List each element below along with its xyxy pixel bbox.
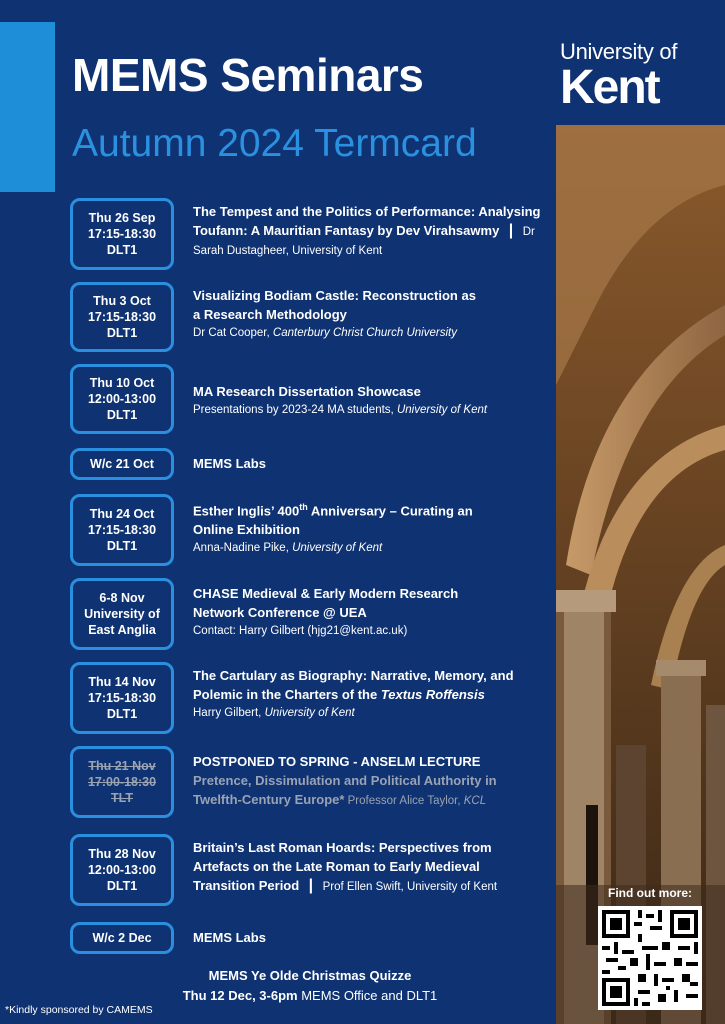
event-date-line: Thu 3 Oct	[93, 294, 151, 308]
event-date-line: Thu 28 Nov	[88, 847, 156, 861]
event-institution: University of Kent	[264, 707, 355, 719]
event-date-line: Thu 26 Sep	[88, 211, 156, 225]
event-notice: POSTPONED TO SPRING - ANSELM LECTURE	[193, 754, 481, 769]
event-title-italic: Textus Roffensis	[380, 687, 485, 702]
event-text	[193, 928, 553, 947]
event-speaker: Professor Alice Taylor,	[344, 795, 464, 807]
event-institution: University of Kent	[292, 245, 383, 257]
event-text	[193, 752, 523, 809]
event-speaker: Dr Sarah Dustagheer,	[193, 226, 535, 257]
event-institution: University of Kent	[292, 542, 383, 555]
event-date-box	[70, 494, 174, 566]
event-title: CHASE Medieval & Early Modern Research Network Conference @ UEA	[193, 586, 459, 620]
event-title: MEMS Labs	[193, 930, 266, 945]
quiz-location: MEMS Office and DLT1	[297, 988, 438, 1003]
event-date-line: TLT	[111, 791, 133, 805]
event-date-box	[70, 922, 174, 954]
event-title: The Tempest and the Politics of Performance: Analysing Toufann: A Mauritian Fantasy by Dev Virahsawmy	[193, 204, 541, 238]
event-text	[193, 498, 483, 557]
page-title: MEMS Seminars	[72, 49, 424, 101]
event-text	[193, 286, 483, 342]
event-date-line: W/c 2 Dec	[92, 931, 152, 945]
event-speaker: Harry Gilbert,	[193, 707, 265, 719]
event-title-part: The Cartulary as Biography: Narrative, Memory, and Polemic in the Charters of the	[193, 668, 514, 702]
quiz-title: MEMS Ye Olde Christmas Quizze	[208, 968, 412, 983]
event-date-line: East Anglia	[88, 623, 156, 637]
event-title-part: Esther Inglis’ 400	[193, 503, 300, 519]
quiz-date: Thu 12 Dec, 3-6pm	[182, 988, 298, 1003]
event-date-line: Thu 21 Nov	[88, 759, 156, 773]
event-date-line: 12:00-13:00	[87, 392, 157, 406]
event-date-line: DLT1	[106, 408, 138, 422]
event-separator: |	[508, 222, 514, 239]
event-date-line: 17:15-18:30	[87, 310, 157, 324]
event-date-box	[70, 198, 174, 270]
event-date-line: DLT1	[106, 326, 138, 340]
event-speaker: Contact: Harry Gilbert (hjg21@kent.ac.uk)	[193, 625, 408, 637]
accent-bar	[0, 22, 55, 192]
event-date-line: DLT1	[106, 707, 138, 721]
event-date-line: 17:15-18:30	[87, 227, 157, 241]
event-date-box	[70, 662, 174, 734]
event-institution: Canterbury Christ Church University	[272, 327, 457, 339]
event-institution: University of Kent	[396, 404, 488, 416]
christmas-quiz	[120, 966, 500, 1006]
event-date-line: University of	[84, 607, 160, 621]
event-title: MEMS Labs	[193, 456, 266, 471]
event-date-box	[70, 282, 174, 352]
event-date-line: Thu 14 Nov	[88, 675, 156, 689]
event-date-box	[70, 834, 174, 906]
event-title	[193, 498, 483, 539]
event-text	[193, 666, 523, 722]
event-institution: University of Kent	[406, 881, 498, 893]
event-text	[193, 584, 473, 640]
page-subtitle: Autumn 2024 Termcard	[72, 122, 477, 165]
event-date-box	[70, 746, 174, 818]
event-date-line: DLT1	[106, 243, 138, 257]
event-date-line: Thu 24 Oct	[89, 507, 155, 521]
event-text	[193, 454, 553, 473]
event-date-line: DLT1	[106, 539, 138, 553]
event-title: Britain’s Last Roman Hoards: Perspectives from Artefacts on the Late Roman to Early Medieval Transition Period	[193, 840, 492, 893]
event-date-line: 17:15-18:30	[87, 523, 157, 537]
event-date-line: 12:00-13:00	[87, 863, 157, 877]
university-logo	[560, 40, 710, 112]
event-title-sup: th	[299, 502, 308, 512]
event-date-line: 17:15-18:30	[87, 691, 157, 705]
logo-line2: Kent	[560, 61, 659, 114]
event-text	[193, 838, 513, 896]
event-speaker: Dr Cat Cooper,	[193, 327, 273, 339]
logo-line1: University of	[560, 39, 678, 64]
event-title	[193, 666, 523, 704]
event-date-line: W/c 21 Oct	[90, 457, 154, 471]
event-title: Pretence, Dissimulation and Political Authority in Twelfth-Century Europe*	[193, 773, 497, 807]
event-date-line: 6-8 Nov	[99, 591, 145, 605]
event-date-box	[70, 448, 174, 480]
event-text	[193, 382, 553, 419]
find-out-more-label: Find out more:	[608, 886, 692, 900]
sponsor-note: *Kindly sponsored by CAMEMS	[5, 1004, 153, 1016]
event-date-box	[70, 578, 174, 650]
event-speaker: Anna-Nadine Pike,	[193, 542, 293, 555]
event-date-line: Thu 10 Oct	[89, 376, 155, 390]
event-date-line: DLT1	[106, 879, 138, 893]
qr-code[interactable]	[598, 906, 702, 1010]
event-speaker: Prof Ellen Swift,	[322, 881, 407, 893]
event-date-box	[70, 364, 174, 434]
event-institution: KCL	[463, 795, 487, 807]
event-title-part: Anniversary – Curating an Online Exhibition	[193, 503, 473, 538]
event-separator: |	[308, 877, 314, 894]
event-text	[193, 202, 553, 260]
event-title: MA Research Dissertation Showcase	[193, 384, 421, 399]
event-title: Visualizing Bodiam Castle: Reconstruction as a Research Methodology	[193, 288, 476, 322]
event-speaker: Presentations by 2023-24 MA students,	[193, 404, 397, 416]
event-date-line: 17:00-18:30	[87, 775, 157, 789]
